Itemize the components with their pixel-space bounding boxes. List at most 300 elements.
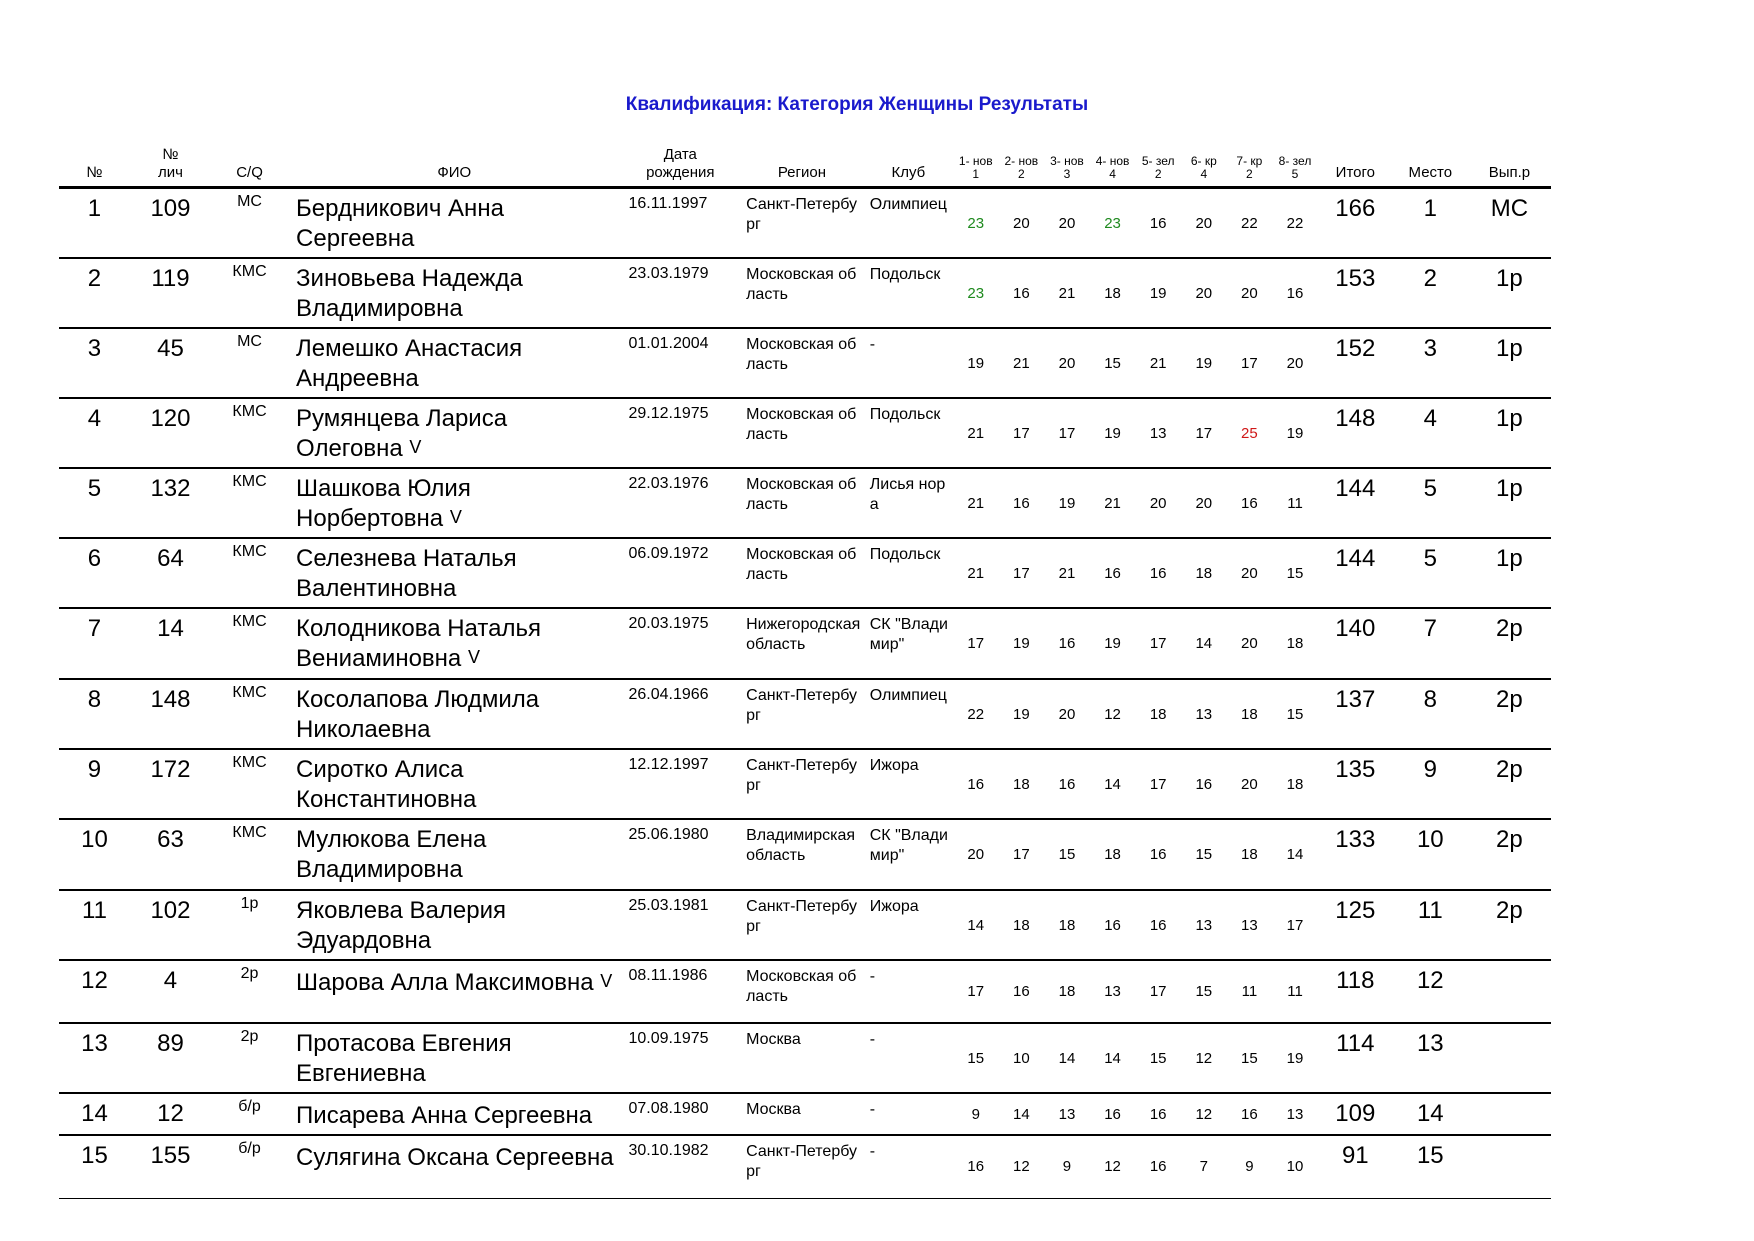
cell-score-1: 15 bbox=[953, 1023, 999, 1093]
cell-total: 109 bbox=[1318, 1093, 1393, 1135]
athlete-name: Лемешко Анастасия Андреевна bbox=[296, 335, 523, 392]
cell-rank: 1р bbox=[1468, 328, 1551, 398]
cell-score-8: 11 bbox=[1272, 468, 1318, 538]
table-row bbox=[59, 468, 1551, 538]
cell-club: - bbox=[864, 328, 953, 398]
cell-rank bbox=[1468, 1093, 1551, 1135]
cell-score-8: 13 bbox=[1272, 1093, 1318, 1135]
cell-score-7: 17 bbox=[1227, 328, 1273, 398]
athlete-name: Шашкова Юлия Норбертовна bbox=[296, 475, 471, 532]
table-row bbox=[59, 608, 1551, 679]
cell-total: 148 bbox=[1318, 398, 1393, 468]
cell-score-3: 20 bbox=[1044, 679, 1090, 749]
table-row bbox=[59, 398, 1551, 468]
cell-club: Подольск bbox=[864, 258, 953, 328]
cell-place: 8 bbox=[1393, 679, 1468, 749]
cell-score-7: 20 bbox=[1227, 608, 1273, 679]
cell-total: 144 bbox=[1318, 538, 1393, 608]
cell-rank bbox=[1468, 1135, 1551, 1198]
cell-score-3: 16 bbox=[1044, 608, 1090, 679]
cell-score-6: 15 bbox=[1181, 960, 1227, 1023]
cell-score-2: 18 bbox=[999, 749, 1045, 819]
cell-fio bbox=[288, 1023, 620, 1093]
header-no: № bbox=[59, 146, 130, 188]
cell-total: 133 bbox=[1318, 819, 1393, 890]
cell-no: 11 bbox=[59, 890, 130, 960]
cell-rank: 2р bbox=[1468, 679, 1551, 749]
cell-region: Московская область bbox=[740, 328, 864, 398]
cell-score-8: 14 bbox=[1272, 819, 1318, 890]
header-score-6: 6- кр 4 bbox=[1181, 146, 1227, 188]
results-body bbox=[59, 188, 1551, 1199]
cell-score-7: 22 bbox=[1227, 188, 1273, 259]
cell-date: 10.09.1975 bbox=[621, 1023, 741, 1093]
header-date: Дата рождения bbox=[621, 146, 741, 188]
cell-rank: 1р bbox=[1468, 468, 1551, 538]
athlete-name: Зиновьева Надежда Владимировна bbox=[296, 265, 523, 322]
cell-region: Московская область bbox=[740, 258, 864, 328]
cell-score-7: 11 bbox=[1227, 960, 1273, 1023]
cell-lich: 12 bbox=[130, 1093, 211, 1135]
cell-rank: 2р bbox=[1468, 749, 1551, 819]
cell-score-7: 20 bbox=[1227, 749, 1273, 819]
cell-fio bbox=[288, 960, 620, 1023]
cell-score-5: 16 bbox=[1135, 1093, 1181, 1135]
cell-rank: МС bbox=[1468, 188, 1551, 259]
cell-cq: КМС bbox=[211, 679, 288, 749]
cell-region: Москва bbox=[740, 1023, 864, 1093]
cell-fio bbox=[288, 890, 620, 960]
cell-lich: 119 bbox=[130, 258, 211, 328]
cell-score-8: 15 bbox=[1272, 538, 1318, 608]
cell-score-6: 19 bbox=[1181, 328, 1227, 398]
cell-no: 14 bbox=[59, 1093, 130, 1135]
cell-rank: 1р bbox=[1468, 398, 1551, 468]
cell-rank: 1р bbox=[1468, 258, 1551, 328]
table-row bbox=[59, 890, 1551, 960]
cell-score-1: 23 bbox=[953, 188, 999, 259]
cell-score-8: 19 bbox=[1272, 1023, 1318, 1093]
cell-score-4: 14 bbox=[1090, 749, 1136, 819]
cell-lich: 148 bbox=[130, 679, 211, 749]
cell-score-1: 17 bbox=[953, 960, 999, 1023]
cell-cq: КМС bbox=[211, 468, 288, 538]
cell-no: 6 bbox=[59, 538, 130, 608]
cell-score-6: 13 bbox=[1181, 679, 1227, 749]
header-cq: C/Q bbox=[211, 146, 288, 188]
cell-cq: МС bbox=[211, 188, 288, 259]
athlete-name: Сиротко Алиса Константиновна bbox=[296, 756, 477, 813]
header-fio: ФИО bbox=[288, 146, 620, 188]
cell-no: 1 bbox=[59, 188, 130, 259]
cell-total: 125 bbox=[1318, 890, 1393, 960]
cell-rank: 2р bbox=[1468, 608, 1551, 679]
cell-cq: 1р bbox=[211, 890, 288, 960]
cell-total: 152 bbox=[1318, 328, 1393, 398]
cell-rank: 2р bbox=[1468, 819, 1551, 890]
cell-score-3: 13 bbox=[1044, 1093, 1090, 1135]
title-text: Квалификация: Категория Женщины Результаты bbox=[625, 94, 1089, 115]
cell-club: Подольск bbox=[864, 538, 953, 608]
table-row bbox=[59, 188, 1551, 259]
cell-region: Московская область bbox=[740, 538, 864, 608]
cell-score-1: 16 bbox=[953, 749, 999, 819]
cell-club: - bbox=[864, 1135, 953, 1198]
cell-lich: 102 bbox=[130, 890, 211, 960]
cell-score-5: 16 bbox=[1135, 188, 1181, 259]
cell-fio bbox=[288, 1135, 620, 1198]
cell-fio bbox=[288, 749, 620, 819]
cell-club: Подольск bbox=[864, 398, 953, 468]
cell-cq: КМС bbox=[211, 749, 288, 819]
cell-club: - bbox=[864, 1093, 953, 1135]
cell-cq: КМС bbox=[211, 398, 288, 468]
athlete-name: Мулюкова Елена Владимировна bbox=[296, 826, 487, 883]
cell-rank bbox=[1468, 1023, 1551, 1093]
cell-score-7: 18 bbox=[1227, 819, 1273, 890]
cell-score-8: 18 bbox=[1272, 608, 1318, 679]
cell-score-2: 21 bbox=[999, 328, 1045, 398]
cell-cq: КМС bbox=[211, 258, 288, 328]
header-row bbox=[59, 146, 1551, 188]
cell-score-3: 15 bbox=[1044, 819, 1090, 890]
cell-score-5: 19 bbox=[1135, 258, 1181, 328]
v-mark: V bbox=[467, 647, 480, 667]
cell-region: Нижегородская область bbox=[740, 608, 864, 679]
cell-score-3: 21 bbox=[1044, 258, 1090, 328]
cell-club: - bbox=[864, 1023, 953, 1093]
cell-score-6: 15 bbox=[1181, 819, 1227, 890]
table-row bbox=[59, 819, 1551, 890]
cell-lich: 109 bbox=[130, 188, 211, 259]
cell-score-2: 16 bbox=[999, 258, 1045, 328]
cell-cq: КМС bbox=[211, 819, 288, 890]
header-score-1: 1- нов 1 bbox=[953, 146, 999, 188]
table-row bbox=[59, 679, 1551, 749]
cell-place: 2 bbox=[1393, 258, 1468, 328]
header-lich: № лич bbox=[130, 146, 211, 188]
cell-score-5: 17 bbox=[1135, 749, 1181, 819]
cell-region: Санкт-Петербург bbox=[740, 679, 864, 749]
cell-total: 114 bbox=[1318, 1023, 1393, 1093]
table-row bbox=[59, 328, 1551, 398]
cell-date: 07.08.1980 bbox=[621, 1093, 741, 1135]
cell-score-3: 9 bbox=[1044, 1135, 1090, 1198]
cell-cq: 2р bbox=[211, 960, 288, 1023]
cell-date: 12.12.1997 bbox=[621, 749, 741, 819]
cell-total: 135 bbox=[1318, 749, 1393, 819]
header-total: Итого bbox=[1318, 146, 1393, 188]
cell-score-7: 18 bbox=[1227, 679, 1273, 749]
cell-score-4: 18 bbox=[1090, 258, 1136, 328]
header-score-5: 5- зел 2 bbox=[1135, 146, 1181, 188]
cell-score-2: 16 bbox=[999, 468, 1045, 538]
table-row bbox=[59, 258, 1551, 328]
cell-place: 5 bbox=[1393, 538, 1468, 608]
cell-fio bbox=[288, 258, 620, 328]
cell-score-6: 17 bbox=[1181, 398, 1227, 468]
cell-score-1: 9 bbox=[953, 1093, 999, 1135]
cell-score-7: 9 bbox=[1227, 1135, 1273, 1198]
athlete-name: Бердникович Анна Сергеевна bbox=[296, 195, 504, 252]
cell-region: Санкт-Петербург bbox=[740, 188, 864, 259]
cell-score-3: 17 bbox=[1044, 398, 1090, 468]
cell-score-5: 13 bbox=[1135, 398, 1181, 468]
header-score-7: 7- кр 2 bbox=[1227, 146, 1273, 188]
header-score-3: 3- нов 3 bbox=[1044, 146, 1090, 188]
cell-score-2: 12 bbox=[999, 1135, 1045, 1198]
cell-cq: КМС bbox=[211, 538, 288, 608]
cell-lich: 63 bbox=[130, 819, 211, 890]
cell-score-2: 16 bbox=[999, 960, 1045, 1023]
cell-score-6: 7 bbox=[1181, 1135, 1227, 1198]
cell-club: СК "Владимир" bbox=[864, 608, 953, 679]
cell-region: Московская область bbox=[740, 960, 864, 1023]
cell-total: 137 bbox=[1318, 679, 1393, 749]
cell-date: 16.11.1997 bbox=[621, 188, 741, 259]
header-rank: Вып.р bbox=[1468, 146, 1551, 188]
cell-score-7: 20 bbox=[1227, 258, 1273, 328]
athlete-name: Колодникова Наталья Вениаминовна bbox=[296, 615, 541, 672]
cell-score-5: 16 bbox=[1135, 1135, 1181, 1198]
cell-score-2: 20 bbox=[999, 188, 1045, 259]
cell-lich: 132 bbox=[130, 468, 211, 538]
cell-total: 153 bbox=[1318, 258, 1393, 328]
cell-score-5: 17 bbox=[1135, 608, 1181, 679]
header-region: Регион bbox=[740, 146, 864, 188]
header-score-4: 4- нов 4 bbox=[1090, 146, 1136, 188]
cell-no: 12 bbox=[59, 960, 130, 1023]
cell-lich: 172 bbox=[130, 749, 211, 819]
cell-score-1: 22 bbox=[953, 679, 999, 749]
cell-total: 166 bbox=[1318, 188, 1393, 259]
cell-score-5: 20 bbox=[1135, 468, 1181, 538]
cell-fio bbox=[288, 468, 620, 538]
cell-no: 4 bbox=[59, 398, 130, 468]
cell-score-8: 19 bbox=[1272, 398, 1318, 468]
cell-score-3: 18 bbox=[1044, 960, 1090, 1023]
athlete-name: Яковлева Валерия Эдуардовна bbox=[296, 897, 506, 954]
cell-place: 15 bbox=[1393, 1135, 1468, 1198]
cell-score-2: 17 bbox=[999, 819, 1045, 890]
cell-lich: 45 bbox=[130, 328, 211, 398]
cell-score-1: 21 bbox=[953, 538, 999, 608]
cell-score-4: 16 bbox=[1090, 1093, 1136, 1135]
cell-score-5: 15 bbox=[1135, 1023, 1181, 1093]
cell-lich: 14 bbox=[130, 608, 211, 679]
cell-score-1: 23 bbox=[953, 258, 999, 328]
cell-score-6: 16 bbox=[1181, 749, 1227, 819]
cell-score-5: 16 bbox=[1135, 819, 1181, 890]
cell-region: Санкт-Петербург bbox=[740, 1135, 864, 1198]
cell-score-4: 23 bbox=[1090, 188, 1136, 259]
cell-no: 3 bbox=[59, 328, 130, 398]
athlete-name: Шарова Алла Максимовна bbox=[296, 969, 594, 996]
cell-date: 29.12.1975 bbox=[621, 398, 741, 468]
cell-score-4: 16 bbox=[1090, 890, 1136, 960]
cell-lich: 4 bbox=[130, 960, 211, 1023]
cell-score-3: 20 bbox=[1044, 328, 1090, 398]
cell-score-5: 18 bbox=[1135, 679, 1181, 749]
cell-fio bbox=[288, 398, 620, 468]
header-score-2: 2- нов 2 bbox=[999, 146, 1045, 188]
cell-cq: б/р bbox=[211, 1135, 288, 1198]
cell-place: 4 bbox=[1393, 398, 1468, 468]
table-row bbox=[59, 538, 1551, 608]
cell-score-6: 12 bbox=[1181, 1093, 1227, 1135]
cell-no: 2 bbox=[59, 258, 130, 328]
athlete-name: Румянцева Лариса Олеговна bbox=[296, 405, 508, 462]
cell-place: 3 bbox=[1393, 328, 1468, 398]
cell-score-8: 18 bbox=[1272, 749, 1318, 819]
cell-score-2: 10 bbox=[999, 1023, 1045, 1093]
cell-lich: 64 bbox=[130, 538, 211, 608]
header-club: Клуб bbox=[864, 146, 953, 188]
cell-score-8: 11 bbox=[1272, 960, 1318, 1023]
cell-place: 14 bbox=[1393, 1093, 1468, 1135]
cell-club: Лисья нора bbox=[864, 468, 953, 538]
cell-score-6: 20 bbox=[1181, 468, 1227, 538]
table-row bbox=[59, 749, 1551, 819]
athlete-name: Сулягина Оксана Сергеевна bbox=[296, 1144, 614, 1171]
v-mark: V bbox=[409, 437, 422, 457]
cell-score-6: 12 bbox=[1181, 1023, 1227, 1093]
cell-cq: МС bbox=[211, 328, 288, 398]
table-row bbox=[59, 1093, 1551, 1135]
cell-no: 9 bbox=[59, 749, 130, 819]
cell-score-2: 18 bbox=[999, 890, 1045, 960]
cell-score-5: 16 bbox=[1135, 890, 1181, 960]
cell-fio bbox=[288, 679, 620, 749]
cell-lich: 120 bbox=[130, 398, 211, 468]
cell-region: Санкт-Петербург bbox=[740, 749, 864, 819]
cell-club: СК "Владимир" bbox=[864, 819, 953, 890]
cell-date: 25.06.1980 bbox=[621, 819, 741, 890]
cell-score-8: 17 bbox=[1272, 890, 1318, 960]
cell-place: 7 bbox=[1393, 608, 1468, 679]
cell-date: 08.11.1986 bbox=[621, 960, 741, 1023]
cell-score-4: 12 bbox=[1090, 679, 1136, 749]
cell-score-7: 16 bbox=[1227, 468, 1273, 538]
cell-score-2: 19 bbox=[999, 679, 1045, 749]
cell-score-7: 20 bbox=[1227, 538, 1273, 608]
cell-score-4: 18 bbox=[1090, 819, 1136, 890]
cell-score-4: 15 bbox=[1090, 328, 1136, 398]
cell-no: 13 bbox=[59, 1023, 130, 1093]
cell-fio bbox=[288, 608, 620, 679]
cell-score-2: 14 bbox=[999, 1093, 1045, 1135]
cell-score-3: 19 bbox=[1044, 468, 1090, 538]
cell-total: 140 bbox=[1318, 608, 1393, 679]
cell-score-3: 20 bbox=[1044, 188, 1090, 259]
cell-no: 10 bbox=[59, 819, 130, 890]
cell-club: Ижора bbox=[864, 749, 953, 819]
cell-fio bbox=[288, 819, 620, 890]
cell-date: 25.03.1981 bbox=[621, 890, 741, 960]
cell-score-1: 19 bbox=[953, 328, 999, 398]
cell-club: Олимпиец bbox=[864, 188, 953, 259]
cell-place: 9 bbox=[1393, 749, 1468, 819]
cell-date: 06.09.1972 bbox=[621, 538, 741, 608]
cell-region: Москва bbox=[740, 1093, 864, 1135]
v-mark: V bbox=[600, 971, 613, 991]
cell-score-6: 14 bbox=[1181, 608, 1227, 679]
cell-score-1: 16 bbox=[953, 1135, 999, 1198]
cell-score-4: 12 bbox=[1090, 1135, 1136, 1198]
cell-club: Олимпиец bbox=[864, 679, 953, 749]
cell-date: 01.01.2004 bbox=[621, 328, 741, 398]
cell-no: 8 bbox=[59, 679, 130, 749]
cell-date: 20.03.1975 bbox=[621, 608, 741, 679]
cell-place: 12 bbox=[1393, 960, 1468, 1023]
cell-lich: 155 bbox=[130, 1135, 211, 1198]
cell-score-1: 17 bbox=[953, 608, 999, 679]
cell-score-8: 10 bbox=[1272, 1135, 1318, 1198]
cell-score-3: 21 bbox=[1044, 538, 1090, 608]
cell-lich: 89 bbox=[130, 1023, 211, 1093]
cell-score-5: 16 bbox=[1135, 538, 1181, 608]
cell-total: 118 bbox=[1318, 960, 1393, 1023]
cell-score-4: 13 bbox=[1090, 960, 1136, 1023]
cell-score-2: 17 bbox=[999, 398, 1045, 468]
cell-score-8: 20 bbox=[1272, 328, 1318, 398]
cell-score-5: 17 bbox=[1135, 960, 1181, 1023]
table-row bbox=[59, 960, 1551, 1023]
cell-place: 13 bbox=[1393, 1023, 1468, 1093]
cell-score-1: 20 bbox=[953, 819, 999, 890]
cell-score-8: 15 bbox=[1272, 679, 1318, 749]
cell-place: 1 bbox=[1393, 188, 1468, 259]
cell-score-6: 20 bbox=[1181, 188, 1227, 259]
cell-total: 144 bbox=[1318, 468, 1393, 538]
cell-score-1: 14 bbox=[953, 890, 999, 960]
athlete-name: Протасова Евгения Евгениевна bbox=[296, 1030, 512, 1087]
cell-no: 5 bbox=[59, 468, 130, 538]
cell-cq: КМС bbox=[211, 608, 288, 679]
cell-score-6: 18 bbox=[1181, 538, 1227, 608]
cell-score-2: 19 bbox=[999, 608, 1045, 679]
cell-fio bbox=[288, 538, 620, 608]
cell-score-1: 21 bbox=[953, 398, 999, 468]
cell-no: 7 bbox=[59, 608, 130, 679]
page-title bbox=[0, 94, 1754, 116]
cell-fio bbox=[288, 328, 620, 398]
cell-date: 22.03.1976 bbox=[621, 468, 741, 538]
athlete-name: Косолапова Людмила Николаевна bbox=[296, 686, 540, 743]
v-mark: V bbox=[449, 507, 462, 527]
athlete-name: Писарева Анна Сергеевна bbox=[296, 1102, 593, 1129]
cell-total: 91 bbox=[1318, 1135, 1393, 1198]
cell-score-6: 13 bbox=[1181, 890, 1227, 960]
cell-score-7: 15 bbox=[1227, 1023, 1273, 1093]
cell-score-4: 19 bbox=[1090, 608, 1136, 679]
cell-rank bbox=[1468, 960, 1551, 1023]
cell-region: Московская область bbox=[740, 398, 864, 468]
cell-score-7: 13 bbox=[1227, 890, 1273, 960]
cell-score-3: 14 bbox=[1044, 1023, 1090, 1093]
cell-date: 30.10.1982 bbox=[621, 1135, 741, 1198]
cell-score-7: 16 bbox=[1227, 1093, 1273, 1135]
cell-score-8: 16 bbox=[1272, 258, 1318, 328]
cell-score-5: 21 bbox=[1135, 328, 1181, 398]
cell-score-4: 16 bbox=[1090, 538, 1136, 608]
cell-score-2: 17 bbox=[999, 538, 1045, 608]
header-score-8: 8- зел 5 bbox=[1272, 146, 1318, 188]
cell-date: 23.03.1979 bbox=[621, 258, 741, 328]
cell-club: Ижора bbox=[864, 890, 953, 960]
table-row bbox=[59, 1135, 1551, 1198]
table-row bbox=[59, 1023, 1551, 1093]
